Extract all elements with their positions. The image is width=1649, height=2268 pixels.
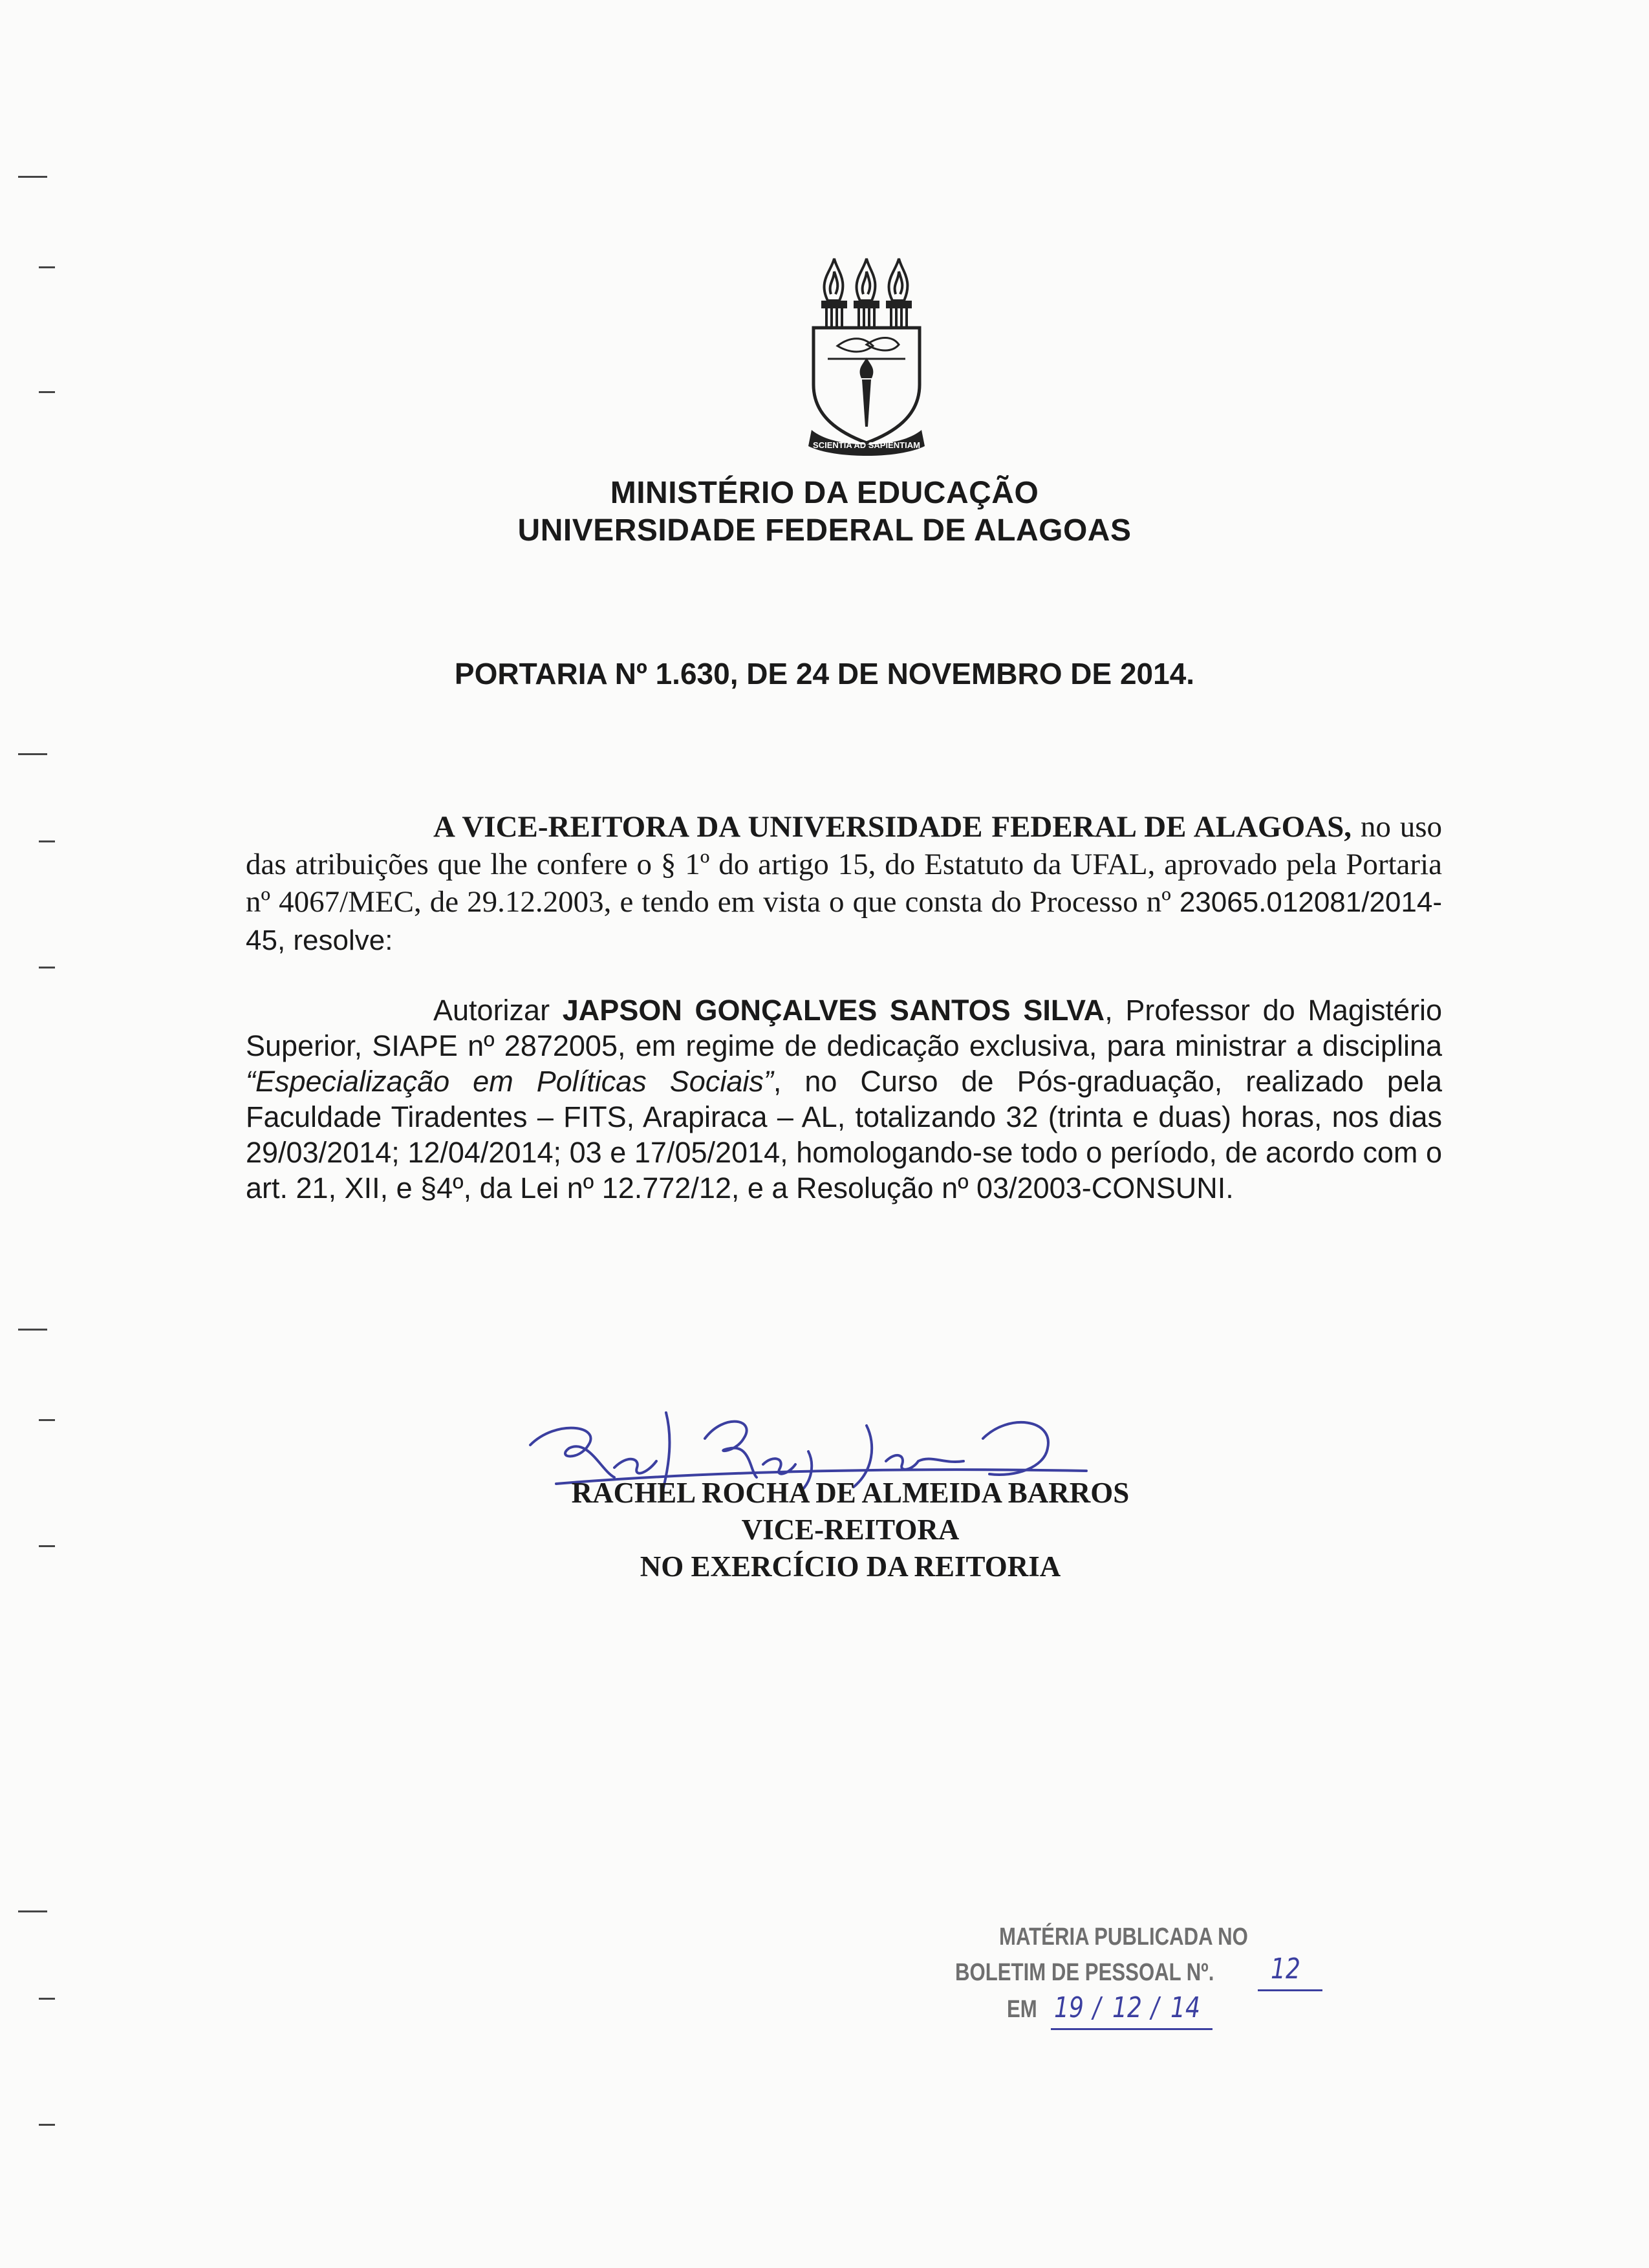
margin-mark (18, 176, 47, 178)
margin-mark (18, 753, 47, 755)
stamp-date-prefix: EM (1007, 1996, 1037, 2023)
ministry-heading: MINISTÉRIO DA EDUCAÇÃO (610, 476, 1039, 510)
signatory-name: RACHEL ROCHA DE ALMEIDA BARROS (571, 1477, 1130, 1509)
margin-mark (39, 967, 55, 968)
preamble-lead: A VICE-REITORA DA UNIVERSIDADE FEDERAL DE ALAGOAS, (433, 810, 1352, 844)
margin-mark (39, 266, 55, 268)
body-text-1: , Professor do Magistério Superior, SIAPE nº 2872005, em regime de dedicação exclusiva, para ministrar a disciplina (246, 994, 1442, 1062)
university-crest-logo (802, 255, 931, 459)
stamp-date-year: 14 (1170, 1991, 1200, 2024)
university-heading: UNIVERSIDADE FEDERAL DE ALAGOAS (517, 513, 1132, 548)
margin-mark (39, 840, 55, 842)
preamble-paragraph (246, 808, 1442, 959)
margin-mark (39, 1998, 55, 2000)
margin-mark (18, 1329, 47, 1331)
stamp-date-day: 19 (1054, 1991, 1084, 2024)
bulletin-number: 12 (1271, 1952, 1300, 1985)
publication-stamp (947, 1923, 1335, 2072)
margin-mark (39, 2124, 55, 2126)
signatory-office: NO EXERCÍCIO DA REITORIA (640, 1550, 1061, 1583)
course-name: “Especialização em Políticas Sociais” (246, 1065, 773, 1098)
body-intro: Autorizar (433, 994, 563, 1027)
signatory-role: VICE-REITORA (741, 1514, 960, 1546)
margin-mark (39, 1419, 55, 1421)
number-underline (1258, 1989, 1322, 1991)
date-underline (1051, 2028, 1212, 2030)
crest-motto: SCIENTIA AD SAPIENTIAM (813, 440, 920, 450)
professor-name: JAPSON GONÇALVES SANTOS SILVA (562, 994, 1105, 1027)
document-title: PORTARIA Nº 1.630, DE 24 DE NOVEMBRO DE 2014. (454, 657, 1195, 690)
stamp-date-sep-2: / (1151, 1991, 1159, 2024)
body-text-2: , no Curso de Pós-graduação, realizado pela Faculdade Tiradentes – FITS, Arapiraca – AL, totalizando 32 (trinta e duas) horas, nos dias 29/03/2014; 12/04/2014; 03 e 17/05/2014, homologando-se todo o período, de acordo com o art. 21, XII, e §4º, da Lei nº 12.772/12, e a Resolução nº 03/2003-CONSUNI. (246, 1065, 1442, 1204)
margin-mark (39, 391, 55, 393)
stamp-line-1: MATÉRIA PUBLICADA NO (999, 1923, 1248, 1951)
body-paragraph (246, 992, 1442, 1206)
stamp-line-2: BOLETIM DE PESSOAL Nº. (955, 1959, 1214, 1986)
margin-mark (18, 1910, 47, 1912)
stamp-date-sep-1: / (1093, 1991, 1101, 2024)
stamp-date-month: 12 (1112, 1991, 1142, 2024)
process-number: 23065.012081/2014-45, resolve: (246, 886, 1442, 956)
preamble-text: no uso das atribuições que lhe confere o § 1º do artigo 15, do Estatuto da UFAL, aprovado pela Portaria nº 4067/MEC, de 29.12.2003, e tendo em vista o que consta do Processo nº (246, 810, 1442, 919)
